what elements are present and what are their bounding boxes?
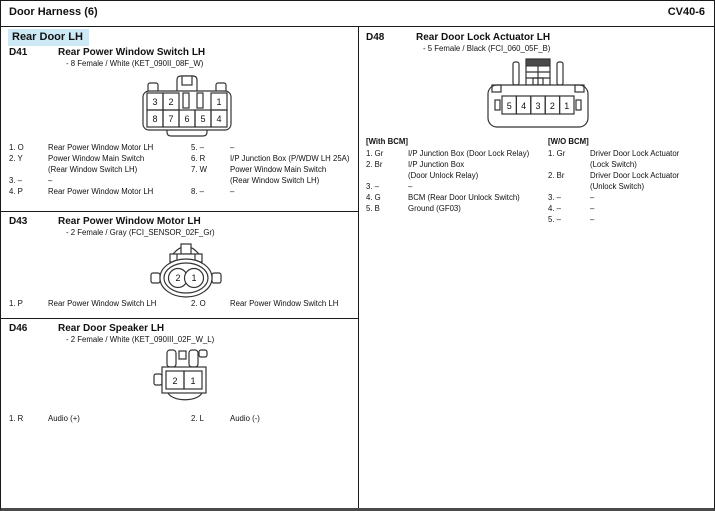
d43-cavity-2: 2 xyxy=(175,273,181,283)
pin-id: 4. – xyxy=(548,204,562,213)
pin-id xyxy=(9,164,48,175)
pin-row xyxy=(191,142,357,153)
pin-id xyxy=(548,159,590,170)
d48-cavity-4: 4 xyxy=(521,101,527,111)
pin-id: 2. Br xyxy=(548,171,565,180)
pin-row xyxy=(366,192,544,203)
wo-bcm-header: [W/O BCM] xyxy=(548,137,589,146)
pin-desc: Audio (+) xyxy=(48,414,80,423)
pin-id: 3. – xyxy=(366,182,380,191)
pin-desc: Driver Door Lock Actuator xyxy=(590,171,680,180)
connector-id: D46 xyxy=(9,323,28,334)
connector-id: D41 xyxy=(9,47,28,58)
d43-cavity-1: 1 xyxy=(191,273,197,283)
page-header xyxy=(1,1,714,27)
pin-desc: Rear Power Window Switch LH xyxy=(48,299,157,308)
pin-id: 2. O xyxy=(191,299,206,308)
pin-desc: Driver Door Lock Actuator xyxy=(590,149,680,158)
pin-id: 3. – xyxy=(9,176,23,185)
pin-desc: (Lock Switch) xyxy=(590,160,637,169)
pin-desc: (Rear Window Switch LH) xyxy=(48,165,138,174)
d41-cavity-4: 4 xyxy=(216,114,222,124)
pin-id: 1. O xyxy=(9,143,24,152)
connector-title: Rear Door Speaker LH xyxy=(58,323,165,334)
pin-desc: I/P Junction Box (P/WDW LH 25A) xyxy=(230,154,350,163)
pin-id: 6. R xyxy=(191,154,206,163)
pin-id: 2. Br xyxy=(366,160,383,169)
connector-heading-d46 xyxy=(9,322,214,345)
pin-row xyxy=(9,413,189,424)
pin-desc: (Unlock Switch) xyxy=(590,182,645,191)
pin-desc: – xyxy=(230,187,235,196)
d46-cavity-1: 1 xyxy=(190,376,196,386)
d41-connector-drawing xyxy=(139,74,235,138)
d43-pin-table-right xyxy=(191,298,357,309)
pin-id: 1. P xyxy=(9,299,23,308)
pin-id: 1. Gr xyxy=(366,149,384,158)
pin-id: 1. Gr xyxy=(548,149,566,158)
pin-desc: – xyxy=(590,215,595,224)
page-title: Door Harness (6) xyxy=(9,6,98,18)
d46-pin-table-left xyxy=(9,413,189,424)
pin-row xyxy=(548,148,710,159)
pin-row xyxy=(548,214,710,225)
pin-row xyxy=(191,413,357,424)
connector-heading-d48 xyxy=(366,31,550,54)
pin-row xyxy=(9,153,189,164)
pin-row xyxy=(548,192,710,203)
pin-id: 2. L xyxy=(191,414,205,423)
pin-desc: – xyxy=(48,176,53,185)
pin-row xyxy=(191,186,357,197)
d41-cavity-6: 6 xyxy=(184,114,190,124)
pin-desc: Rear Power Window Switch LH xyxy=(230,299,339,308)
pin-row xyxy=(366,159,544,170)
connector-subtitle: - 2 Female / Gray (FCI_SENSOR_02F_Gr) xyxy=(66,228,215,237)
connector-subtitle: - 2 Female / White (KET_090III_02F_W_L) xyxy=(66,335,215,344)
pin-id: 2. Y xyxy=(9,154,23,163)
pin-id: 7. W xyxy=(191,165,208,174)
pin-row xyxy=(9,186,189,197)
pin-row xyxy=(548,170,710,181)
pin-desc: I/P Junction Box xyxy=(408,160,465,169)
d48-connector-drawing xyxy=(486,55,590,131)
d41-cavity-3: 3 xyxy=(152,97,158,107)
d46-pin-table-right xyxy=(191,413,357,424)
pin-row xyxy=(9,142,189,153)
d43-connector-drawing xyxy=(150,239,222,299)
connector-heading-d43 xyxy=(9,215,215,238)
d48-cavity-2: 2 xyxy=(549,101,555,111)
pin-desc: (Door Unlock Relay) xyxy=(408,171,479,180)
pin-id: 1. R xyxy=(9,414,24,423)
pin-id: 5. B xyxy=(366,204,380,213)
page-code: CV40-6 xyxy=(667,6,705,18)
pin-desc: Power Window Main Switch xyxy=(230,165,327,174)
connector-subtitle: - 5 Female / Black (FCI_060_05F_B) xyxy=(423,44,551,53)
connector-title: Rear Power Window Switch LH xyxy=(58,47,206,58)
d48-with-bcm-table xyxy=(366,148,544,214)
pin-row xyxy=(548,181,710,192)
pin-desc: Power Window Main Switch xyxy=(48,154,145,163)
pin-desc: – xyxy=(408,182,413,191)
pin-desc: – xyxy=(590,204,595,213)
pin-row xyxy=(366,148,544,159)
pin-id: 4. P xyxy=(9,187,23,196)
connector-subtitle: - 8 Female / White (KET_090II_08F_W) xyxy=(66,59,204,68)
connector-title: Rear Power Window Motor LH xyxy=(58,216,201,227)
connector-id: D48 xyxy=(366,32,385,43)
pin-desc: Rear Power Window Motor LH xyxy=(48,187,154,196)
pin-row xyxy=(9,175,189,186)
pin-row xyxy=(191,175,357,186)
d46-connector-drawing xyxy=(153,348,217,406)
pin-id: 4. G xyxy=(366,193,381,202)
d48-wo-bcm-table xyxy=(548,148,710,225)
d48-cavity-1: 1 xyxy=(564,101,570,111)
pin-id xyxy=(191,175,230,186)
pin-id: 5. – xyxy=(548,215,562,224)
pin-desc: Audio (-) xyxy=(230,414,260,423)
d48-cavity-3: 3 xyxy=(535,101,541,111)
connector-heading-d41 xyxy=(9,46,205,69)
pin-desc: BCM (Rear Door Unlock Switch) xyxy=(408,193,520,202)
pin-row xyxy=(9,298,189,309)
pin-row xyxy=(366,181,544,192)
d48-cavity-5: 5 xyxy=(506,101,512,111)
d41-cavity-1: 1 xyxy=(216,97,222,107)
d43-pin-table-left xyxy=(9,298,189,309)
pin-row xyxy=(366,170,544,181)
d41-cavity-5: 5 xyxy=(200,114,206,124)
connector-id: D43 xyxy=(9,216,28,227)
d41-cavity-7: 7 xyxy=(168,114,174,124)
pin-desc: Rear Power Window Motor LH xyxy=(48,143,154,152)
pin-id: 3. – xyxy=(548,193,562,202)
pin-row xyxy=(191,164,357,175)
section-divider xyxy=(1,211,358,212)
d41-cavity-2: 2 xyxy=(168,97,174,107)
d46-cavity-2: 2 xyxy=(172,376,178,386)
pin-id xyxy=(548,181,590,192)
pin-desc: I/P Junction Box (Door Lock Relay) xyxy=(408,149,530,158)
pin-row xyxy=(548,203,710,214)
pin-row xyxy=(191,153,357,164)
pin-desc: – xyxy=(230,143,235,152)
pin-row xyxy=(548,159,710,170)
pin-id: 8. – xyxy=(191,187,205,196)
pin-id: 5. – xyxy=(191,143,205,152)
d41-cavity-8: 8 xyxy=(152,114,158,124)
section-divider xyxy=(1,318,358,319)
connector-title: Rear Door Lock Actuator LH xyxy=(416,32,551,43)
pin-desc: (Rear Window Switch LH) xyxy=(230,176,320,185)
d41-pin-table-right xyxy=(191,142,357,197)
pin-row xyxy=(191,298,357,309)
section-badge: Rear Door LH xyxy=(8,29,89,46)
pin-row xyxy=(9,164,189,175)
column-divider xyxy=(358,27,359,508)
pin-desc: Ground (GF03) xyxy=(408,204,461,213)
pin-desc: – xyxy=(590,193,595,202)
with-bcm-header: [With BCM] xyxy=(366,137,408,146)
pin-id xyxy=(366,170,408,181)
pin-row xyxy=(366,203,544,214)
d41-pin-table-left xyxy=(9,142,189,197)
